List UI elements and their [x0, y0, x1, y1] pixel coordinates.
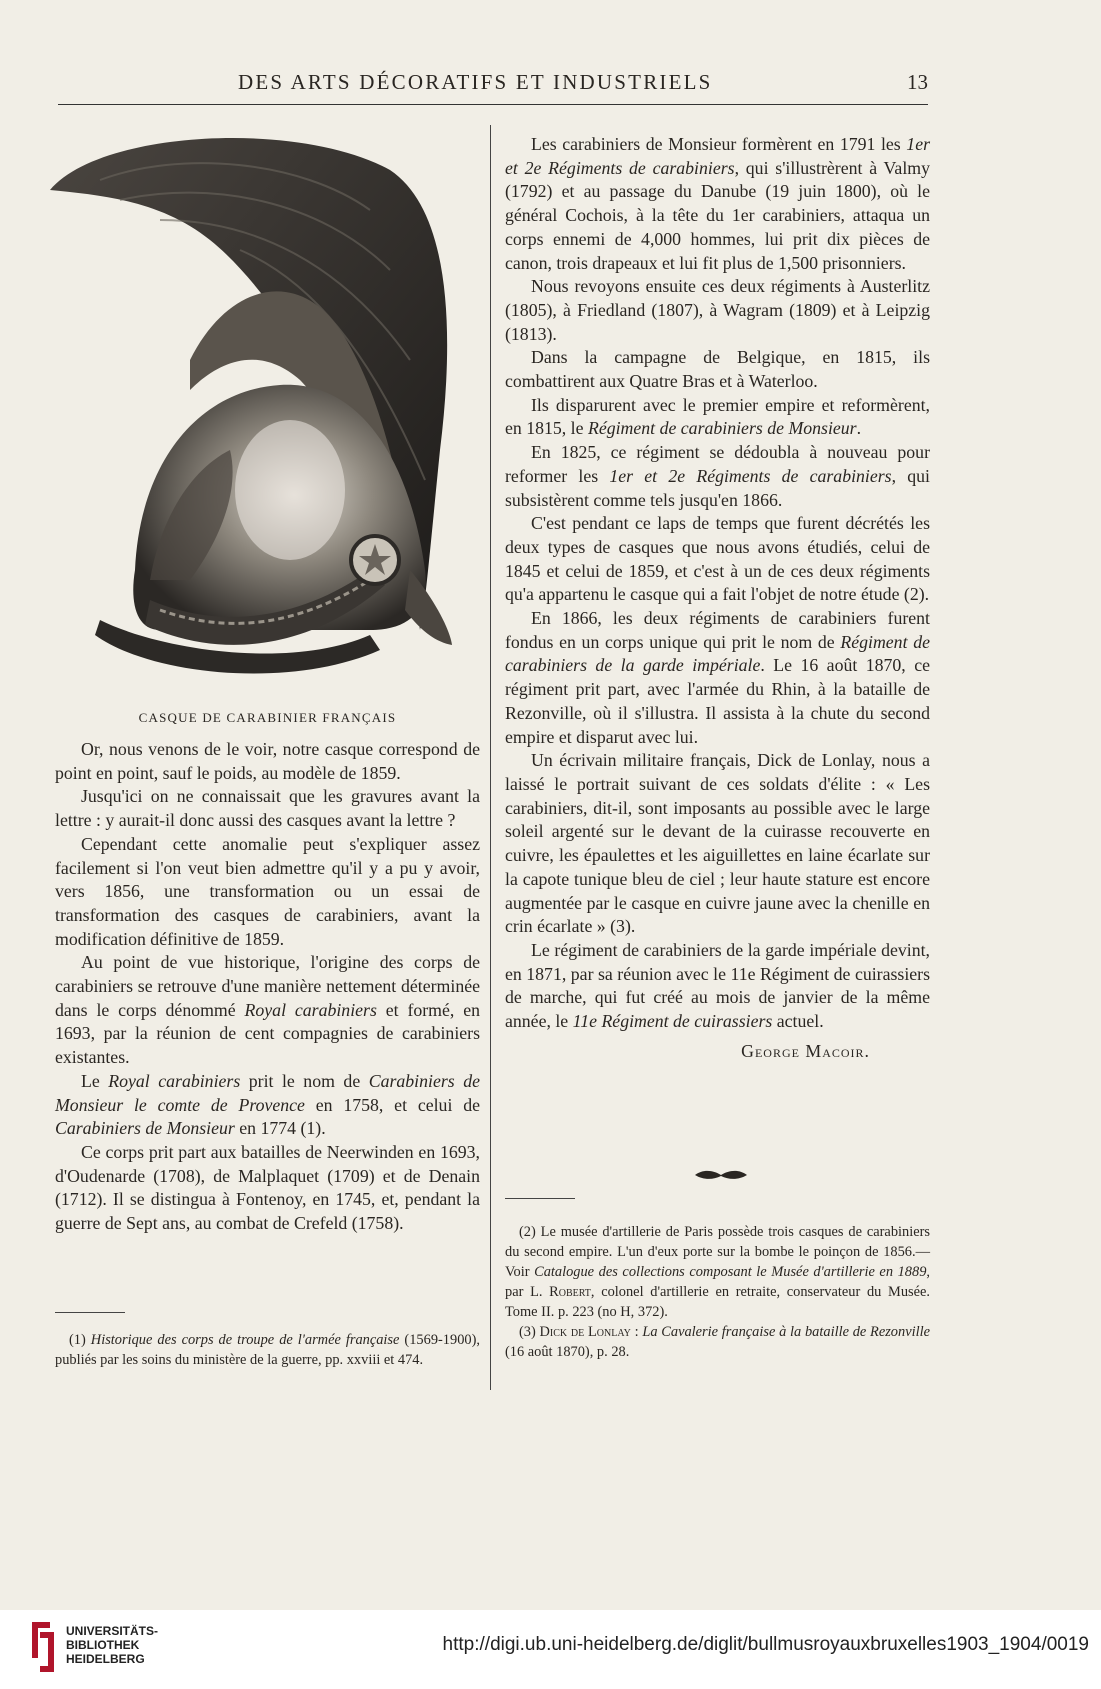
paragraph: Le régiment de carabiniers de la garde impériale devint, en 1871, par sa réunion avec le 11e Régiment de cuirassiers de marche, qui fut créé au mois de janvier de la même année, le 11e Régiment de cuirassiers actuel.: [505, 939, 930, 1032]
running-title: DES ARTS DÉCORATIFS ET INDUSTRIELS: [238, 70, 713, 94]
left-column: [55, 738, 480, 1236]
footer-bar: [0, 1610, 1101, 1689]
paragraph: En 1866, les deux régiments de carabiniers furent fondus en un corps unique qui prit le nom de Régiment de carabiniers de la garde impériale. Le 16 août 1870, ce régiment prit part, avec l'armée du Rhin, à la bataille de Rezonville, où il s'illustra. Il assista à la chute du second empire et disparut avec lui.: [505, 608, 930, 747]
neck-guard: [405, 570, 452, 645]
ornament-icon: [693, 1168, 749, 1182]
source-url-link[interactable]: http://digi.ub.uni-heidelberg.de/diglit/bullmusroyauxbruxelles1903_1904/0019: [442, 1634, 1089, 1655]
footnote: (3) Dick de Lonlay : La Cavalerie française à la bataille de Rezonville (16 août 1870), p. 28.: [505, 1324, 930, 1360]
paragraph: Les carabiniers de Monsieur formèrent en 1791 les 1er et 2e Régiments de carabiniers, qui s'illustrèrent à Valmy (1792) et au passage du Danube (19 juin 1800), où le général Cochois, à la tête du 1er carabiniers, attaqua un corps ennemi de 4,000 hommes, lui prit dix pièces de canon, trois drapeaux et lui fit plus de 1,500 prisonniers.: [505, 134, 930, 273]
university-logo-icon[interactable]: [28, 1618, 58, 1676]
footnote: (1) Historique des corps de troupe de l'armée française (1569-1900), publiés par les soins du ministère de la guerre, pp. xxviii et 474.: [55, 1332, 480, 1368]
footnote: (2) Le musée d'artillerie de Paris possède trois casques de carabiniers du second empire. L'un d'eux porte sur la bombe le poinçon de 1856.—Voir Catalogue des collections composant le Musée d'artillerie en 1889, par L. Robert, colonel d'artillerie en retraite, conservateur du Musée. Tome II. p. 223 (no H, 372).: [505, 1224, 930, 1320]
library-name[interactable]: UNIVERSITÄTS- BIBLIOTHEK HEIDELBERG: [66, 1624, 159, 1666]
page-number: 13: [907, 70, 928, 94]
paragraph: En 1825, ce régiment se dédoubla à nouveau pour reformer les 1er et 2e Régiments de carabiniers, qui subsistèrent comme tels jusqu'en 1866.: [505, 442, 930, 510]
right-column: [505, 133, 930, 1063]
paragraph: Cependant cette anomalie peut s'expliquer assez facilement si l'on veut bien admettre qu'il y a pu y avoir, vers 1856, une transformation ou un essai de transformation des casques de carabiniers, avant la modification définitive de 1859.: [55, 833, 480, 949]
paragraph: Ils disparurent avec le premier empire et reformèrent, en 1815, le Régiment de carabiniers de Monsieur.: [505, 394, 930, 439]
running-header: [58, 66, 928, 106]
column-separator: [490, 125, 491, 1390]
author-signature: George Macoir.: [741, 1040, 870, 1061]
header-rule: [58, 104, 928, 105]
footnotes-right: [505, 1222, 930, 1362]
paragraph: Dans la campagne de Belgique, en 1815, ils combattirent aux Quatre Bras et à Waterloo.: [505, 347, 930, 392]
paragraph: Ce corps prit part aux batailles de Neerwinden en 1693, d'Oudenarde (1708), de Malplaquet (1709) et de Denain (1712). Il se distingua à Fontenoy, en 1745, et, pendant la guerre de Sept ans, au combat de Crefeld (1758).: [55, 1141, 480, 1234]
footnote-rule: [505, 1198, 575, 1199]
paragraph: Le Royal carabiniers prit le nom de Carabiniers de Monsieur le comte de Provence en 1758, et celui de Carabiniers de Monsieur en 1774 (1).: [55, 1070, 480, 1139]
paragraph: Jusqu'ici on ne connaissait que les gravures avant la lettre : y aurait-il donc aussi des casques avant la lettre ?: [55, 786, 480, 831]
helmet-illustration: [40, 130, 460, 700]
paragraph: Or, nous venons de le voir, notre casque correspond de point en point, sauf le poids, au modèle de 1859.: [55, 739, 480, 783]
footnotes-left: [55, 1330, 480, 1370]
figure-caption: CASQUE DE CARABINIER FRANÇAIS: [138, 710, 397, 725]
paragraph: C'est pendant ce laps de temps que furent décrétés les deux types de casques que nous avons étudiés, celui de 1845 et celui de 1859, et c'est à un de ces deux régiments qu'a appartenu le casque qui a fait l'objet de notre étude (2).: [505, 513, 930, 605]
footnote-rule: [55, 1312, 125, 1313]
paragraph: Un écrivain militaire français, Dick de Lonlay, nous a laissé le portrait suivant de ces soldats d'élite : « Les carabiniers, dit-il, sont imposants au possible avec le large soleil argenté sur le devant de la cuirasse recouverte en cuivre, les épaulettes et les aiguillettes en laine écarlate sur la capote tunique bleu de ciel ; leur haute stature est encore augmentée par le casque en cuivre jaune avec la chenille en crin écarlate » (3).: [505, 750, 930, 937]
paragraph: Nous revoyons ensuite ces deux régiments à Austerlitz (1805), à Friedland (1807), à Wagram (1809) et à Leipzig (1813).: [505, 276, 930, 344]
paragraph: Au point de vue historique, l'origine des corps de carabiniers se retrouve d'une manière nettement déterminée dans le corps dénommé Royal carabiniers et formé, en 1693, par la réunion de cent compagnies de carabiniers existantes.: [55, 952, 480, 1068]
